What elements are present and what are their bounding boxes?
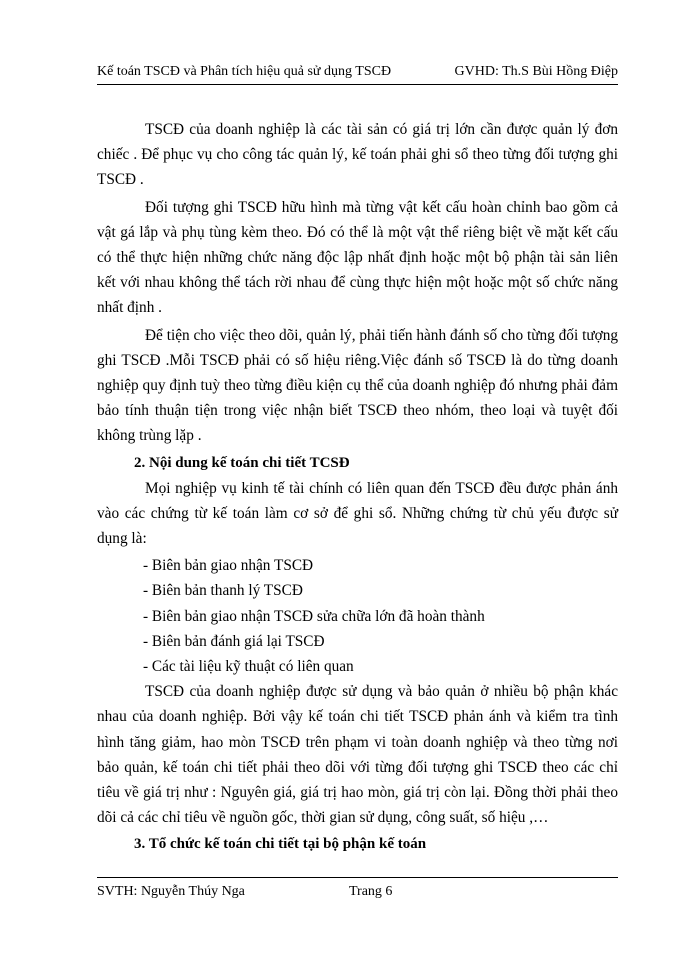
list-item: - Các tài liệu kỹ thuật có liên quan bbox=[143, 658, 354, 676]
paragraph: Mọi nghiệp vụ kinh tế tài chính có liên quan đến TSCĐ đều được phản ánh vào các chứng từ kế toán làm cơ sở để ghi sổ. Những chứng từ chủ yếu được sử dụng là: bbox=[97, 479, 618, 548]
advisor-name: GVHD: Th.S Bùi Hồng Điệp bbox=[454, 64, 618, 79]
section-heading-3: 3. Tổ chức kế toán chi tiết tại bộ phận kế toán bbox=[134, 836, 427, 853]
page-number: Trang 6 bbox=[349, 884, 393, 899]
paragraph: TSCĐ của doanh nghiệp là các tài sản có giá trị lớn cần được quản lý đơn chiếc . Để phục vụ cho công tác quản lý, kế toán phải ghi sổ theo từng đối tượng ghi TSCĐ . bbox=[97, 121, 618, 189]
page-header bbox=[97, 62, 618, 85]
section-heading-2: 2. Nội dung kế toán chi tiết TCSĐ bbox=[134, 454, 350, 471]
list-item: - Biên bản đánh giá lại TSCĐ bbox=[143, 632, 325, 650]
paragraph: Để tiện cho việc theo dõi, quản lý, phải tiến hành đánh số cho từng đối tượng ghi TSCĐ .Mỗi TSCĐ phải có số hiệu riêng.Việc đánh số TSCĐ là do từng doanh nghiệp quy định tuỳ theo từng điều kiện cụ thể của doanh nghiệp đó nhưng phải đảm bảo tính thuận tiện trong việc nhận biết TSCĐ theo nhóm, theo loại và tuyệt đối không trùng lặp . bbox=[97, 326, 618, 445]
paragraph: Đối tượng ghi TSCĐ hữu hình mà từng vật kết cấu hoàn chỉnh bao gồm cả vật gá lắp và phụ tùng kèm theo. Đó có thể là một vật thể riêng biệt về mặt kết cấu có thể thực hiện những chức năng độc lập nhất định hoặc một bộ phận tài sản liên kết với nhau không thể tách rời nhau để cùng thực hiện một hoặc một số chức năng nhất định . bbox=[97, 198, 618, 317]
list-item: - Biên bản thanh lý TSCĐ bbox=[143, 582, 303, 600]
list-item: - Biên bản giao nhận TSCĐ bbox=[143, 557, 314, 575]
page-footer bbox=[97, 877, 618, 906]
document-title: Kế toán TSCĐ và Phân tích hiệu quả sử dụng TSCĐ bbox=[97, 64, 392, 79]
paragraph: TSCĐ của doanh nghiệp được sử dụng và bảo quản ở nhiều bộ phận khác nhau của doanh nghiệp. Bởi vậy kế toán chi tiết TSCĐ phản ánh và kiểm tra tình hình tăng giảm, hao mòn TSCĐ trên phạm vi toàn doanh nghiệp và theo từng nơi bảo quản, kế toán chi tiết phải theo dõi với từng đối tượng ghi TSCĐ theo các chỉ tiêu về giá trị như : Nguyên giá, giá trị hao mòn, giá trị còn lại. Đồng thời phải theo dõi cả các chỉ tiêu về nguồn gốc, thời gian sử dụng, công suất, số hiệu ,… bbox=[97, 683, 618, 827]
page-body bbox=[97, 117, 618, 857]
student-name: SVTH: Nguyễn Thúy Nga bbox=[97, 884, 245, 899]
list-item: - Biên bản giao nhận TSCĐ sửa chữa lớn đã hoàn thành bbox=[143, 607, 485, 625]
